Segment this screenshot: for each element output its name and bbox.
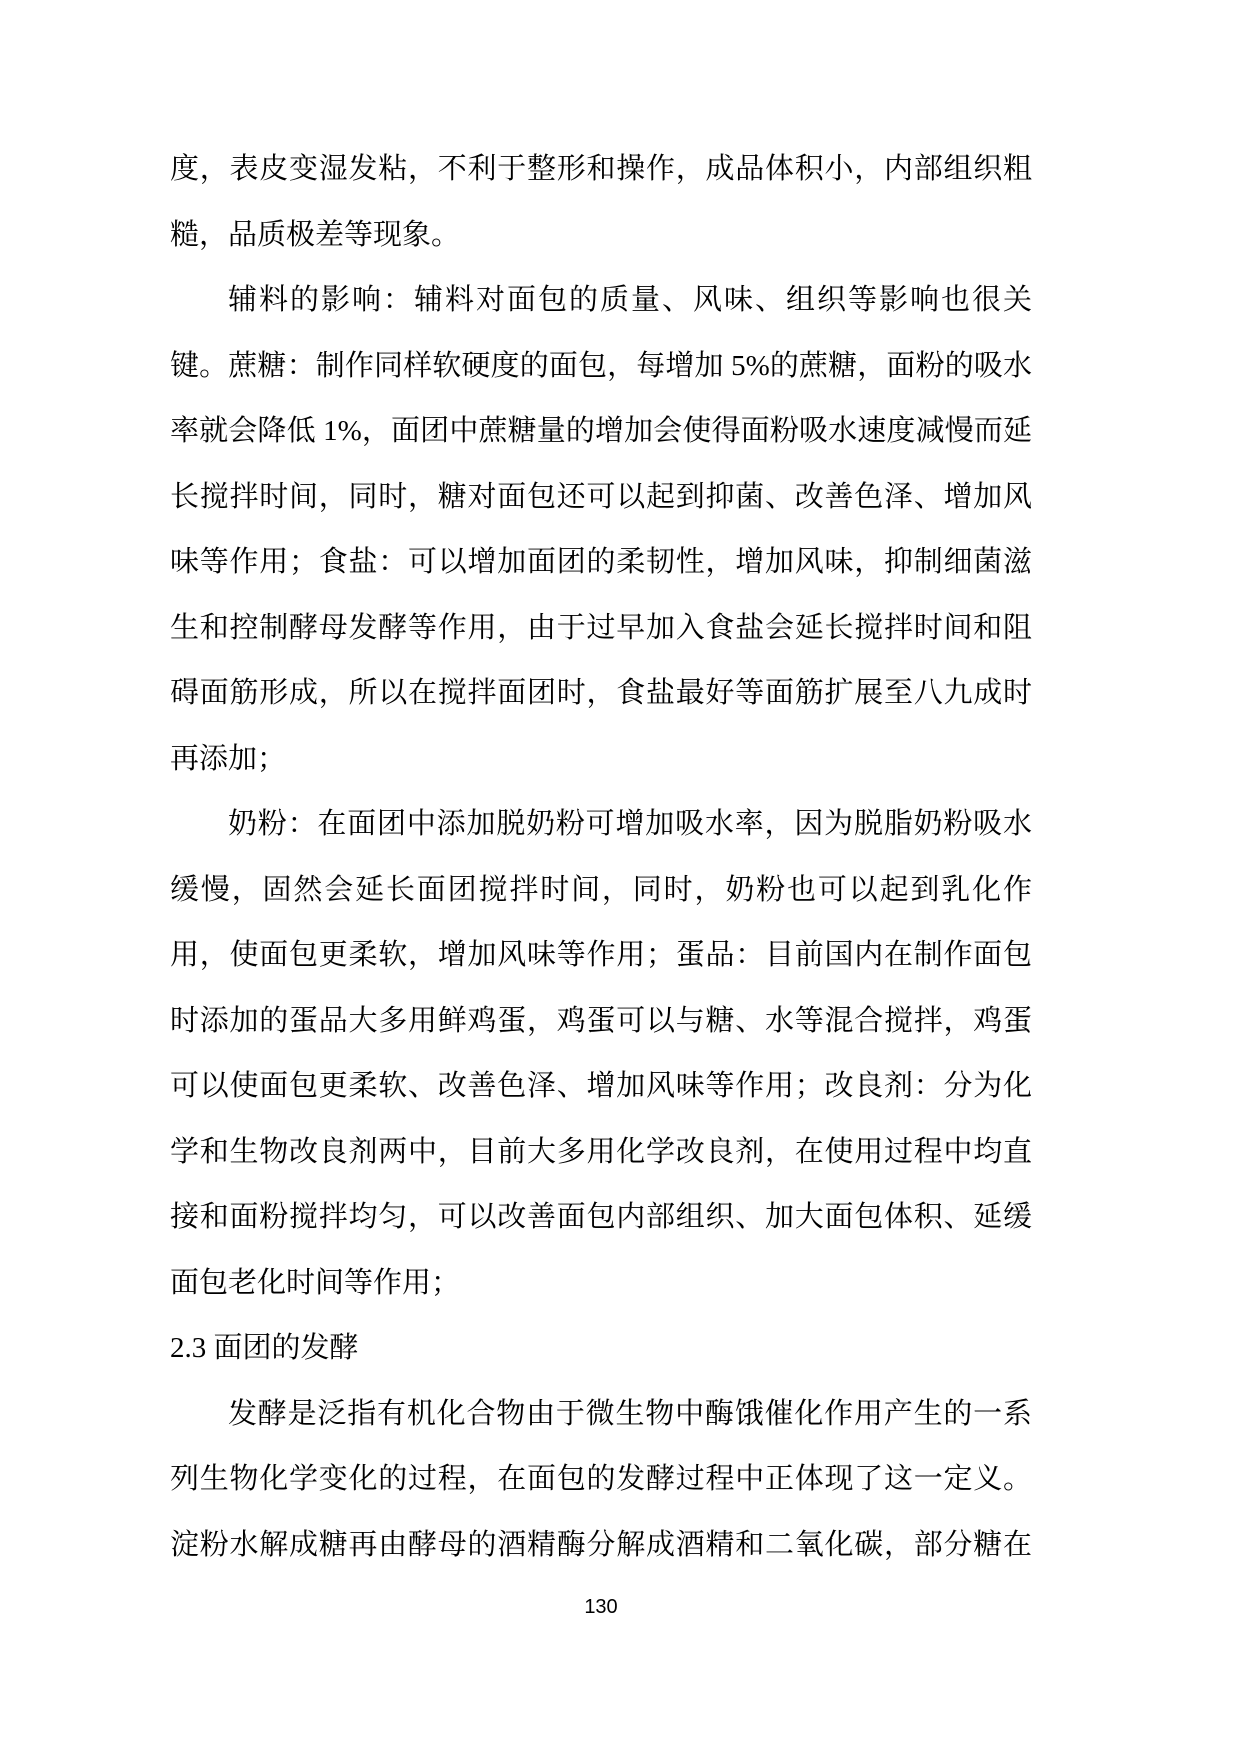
text-line: 奶粉：在面团中添加脱奶粉可增加吸水率，因为脱脂奶粉吸水 bbox=[228, 808, 1032, 840]
text-line: 辅料的影响：辅料对面包的质量、风味、组织等影响也很关 bbox=[228, 284, 1032, 316]
text-line: 生和控制酵母发酵等作用，由于过早加入食盐会延长搅拌时间和阻 bbox=[170, 611, 1032, 644]
text-line: 味等作用；食盐：可以增加面团的柔韧性，增加风味，抑制细菌滋 bbox=[170, 546, 1032, 578]
section-heading: 2.3 面团的发酵 bbox=[170, 1332, 359, 1364]
text-line: 列生物化学变化的过程，在面包的发酵过程中正体现了这一定义。 bbox=[170, 1463, 1032, 1495]
text-line: 碍面筋形成，所以在搅拌面团时，食盐最好等面筋扩展至八九成时 bbox=[170, 677, 1032, 709]
text-line: 率就会降低 1%，面团中蔗糖量的增加会使得面粉吸水速度减慢而延 bbox=[170, 415, 1032, 447]
text-line: 缓慢，固然会延长面团搅拌时间，同时，奶粉也可以起到乳化作 bbox=[170, 873, 1032, 906]
text-line: 时添加的蛋品大多用鲜鸡蛋，鸡蛋可以与糖、水等混合搅拌，鸡蛋 bbox=[170, 1004, 1032, 1037]
text-line: 用，使面包更柔软，增加风味等作用；蛋品：目前国内在制作面包 bbox=[170, 939, 1032, 971]
text-line: 长搅拌时间，同时，糖对面包还可以起到抑菌、改善色泽、增加风 bbox=[170, 480, 1032, 513]
page-number: 130 bbox=[584, 1596, 618, 1618]
text-line: 面包老化时间等作用； bbox=[170, 1266, 461, 1299]
text-line: 可以使面包更柔软、改善色泽、增加风味等作用；改良剂：分为化 bbox=[170, 1070, 1032, 1102]
text-line: 发酵是泛指有机化合物由于微生物中酶饿催化作用产生的一系 bbox=[228, 1397, 1032, 1430]
text-line: 淀粉水解成糖再由酵母的酒精酶分解成酒精和二氧化碳，部分糖在 bbox=[170, 1528, 1032, 1561]
text-line: 键。蔗糖：制作同样软硬度的面包，每增加 5%的蔗糖，面粉的吸水 bbox=[170, 349, 1032, 382]
document-body bbox=[170, 137, 1032, 1578]
text-line: 糙，品质极差等现象。 bbox=[170, 218, 461, 251]
text-line: 再添加； bbox=[170, 742, 287, 775]
text-line: 度，表皮变湿发粘，不利于整形和操作，成品体积小，内部组织粗 bbox=[170, 153, 1032, 185]
text-line: 学和生物改良剂两中，目前大多用化学改良剂，在使用过程中均直 bbox=[170, 1135, 1032, 1168]
text-line: 接和面粉搅拌均匀，可以改善面包内部组织、加大面包体积、延缓 bbox=[170, 1201, 1032, 1233]
